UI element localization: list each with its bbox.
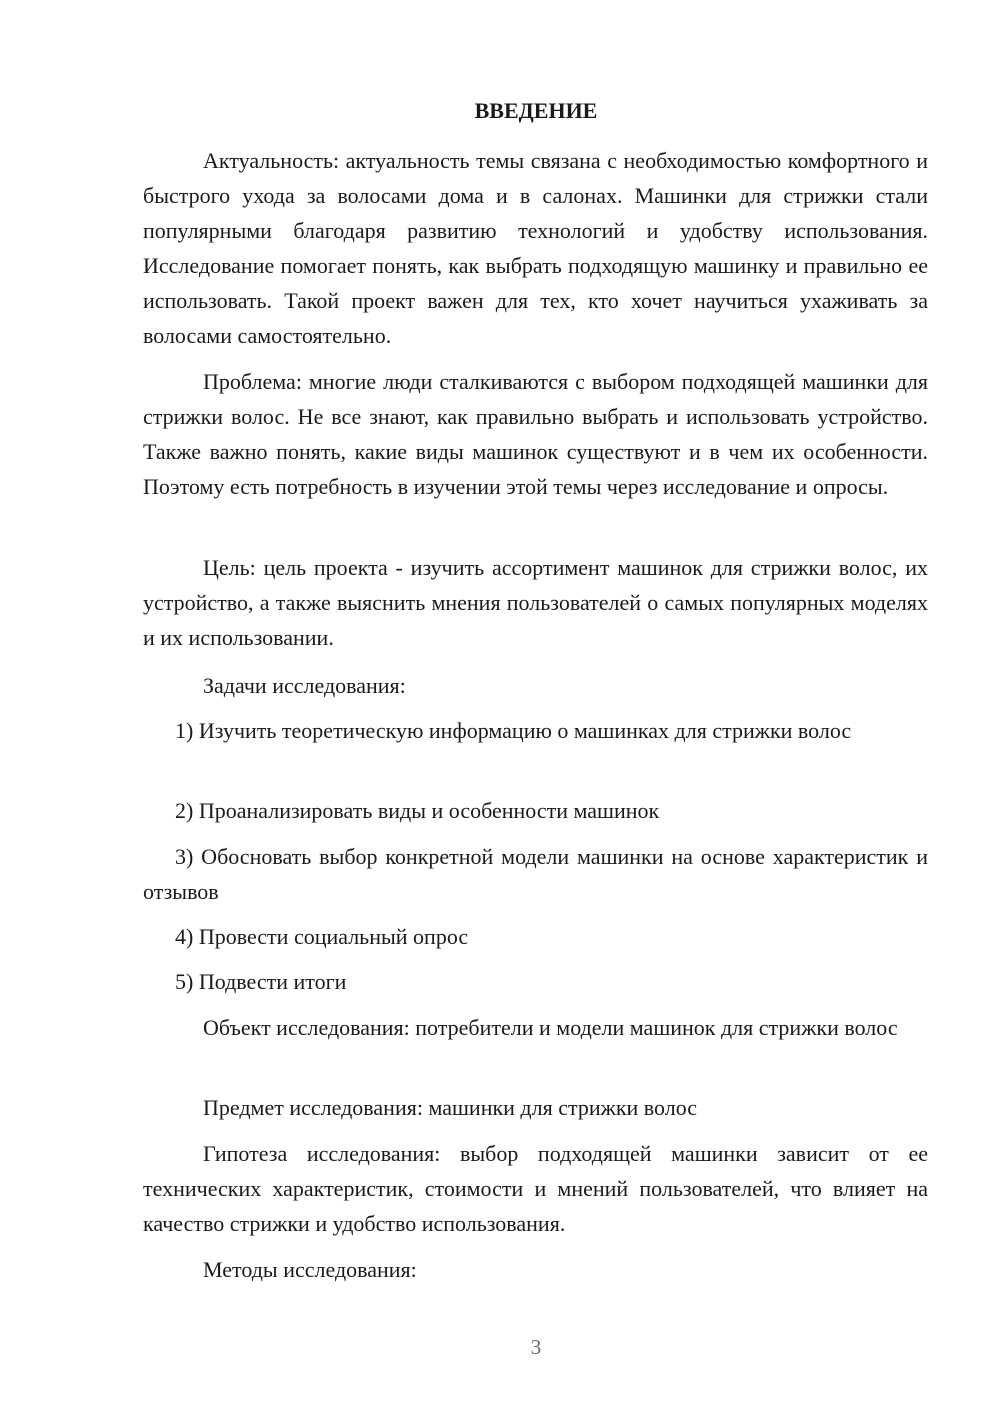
- list-item-task-5: 5) Подвести итоги: [175, 969, 347, 994]
- list-item-task-2: 2) Проанализировать виды и особенности машинок: [175, 798, 660, 823]
- paragraph-goal: Цель: цель проекта - изучить ассортимент машинок для стрижки волос, их устройство, а также выяснить мнения пользователей о самых популярных моделях и их использовании.: [143, 555, 928, 650]
- list-item-task-4: 4) Провести социальный опрос: [175, 924, 469, 949]
- list-item-task-3: 3) Обосновать выбор конкретной модели машинки на основе характеристик и отзывов: [143, 844, 928, 904]
- list-item-task-1: 1) Изучить теоретическую информацию о машинках для стрижки волос: [175, 718, 852, 743]
- paragraph-methods-heading: Методы исследования:: [203, 1257, 417, 1282]
- paragraph-subject: Предмет исследования: машинки для стрижки волос: [203, 1095, 698, 1120]
- page-number: 3: [530, 1335, 542, 1359]
- paragraph-object: Объект исследования: потребители и модели машинок для стрижки волос: [203, 1015, 898, 1040]
- paragraph-problem: Проблема: многие люди сталкиваются с выбором подходящей машинки для стрижки волос. Не все знают, как правильно выбрать и использовать устройство. Также важно понять, какие виды машинок существуют и в чем их особенности. Поэтому есть потребность в изучении этой темы через исследование и опросы.: [143, 369, 928, 499]
- paragraph-relevance: Актуальность: актуальность темы связана с необходимостью комфортного и быстрого ухода за волосами дома и в салонах. Машинки для стрижки стали популярными благодаря развитию технологий и удобству использования. Исследование помогает понять, как выбрать подходящую машинку и правильно ее использовать. Такой проект важен для тех, кто хочет научиться ухаживать за волосами самостоятельно.: [143, 148, 928, 348]
- document-title: ВВЕДЕНИЕ: [474, 98, 598, 123]
- paragraph-tasks-heading: Задачи исследования:: [203, 673, 406, 698]
- paragraph-hypothesis: Гипотеза исследования: выбор подходящей машинки зависит от ее технических характеристик, стоимости и мнений пользователей, что влияет на качество стрижки и удобство использования.: [143, 1141, 928, 1236]
